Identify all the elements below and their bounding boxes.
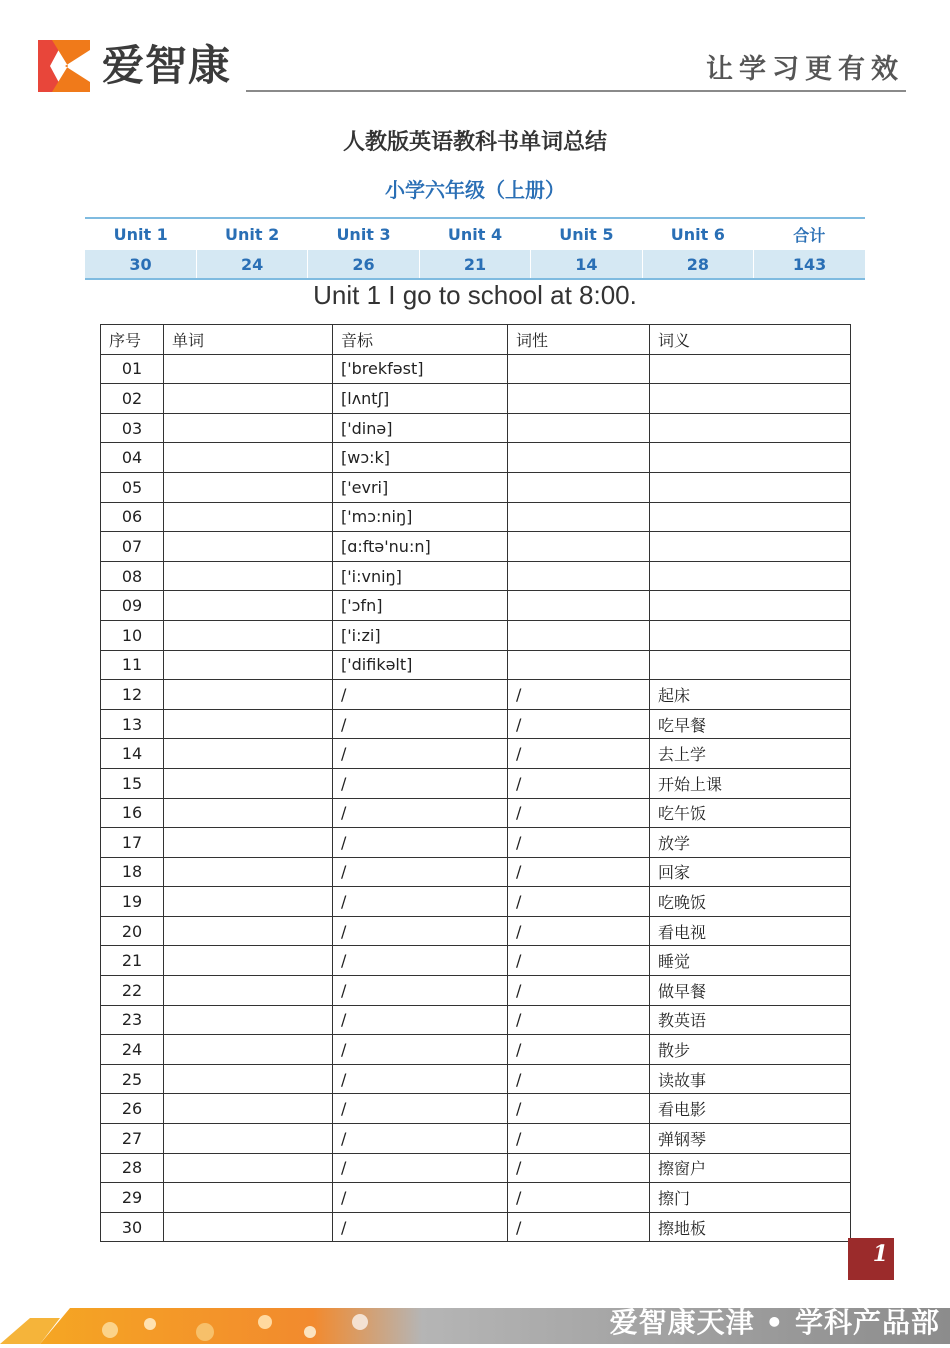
summary-value-cell: 30	[85, 250, 196, 280]
cell-part-of-speech: /	[508, 768, 650, 798]
table-row	[101, 561, 851, 591]
cell-word	[164, 472, 333, 502]
cell-phonetic: ['brekfəst]	[333, 354, 508, 384]
table-row	[101, 1124, 851, 1154]
cell-phonetic: /	[333, 1212, 508, 1242]
table-row	[101, 680, 851, 710]
cell-index: 10	[101, 620, 164, 650]
document-title: 人教版英语教科书单词总结	[342, 130, 607, 155]
cell-meaning: 教英语	[650, 1005, 851, 1035]
cell-meaning: 散步	[650, 1035, 851, 1065]
cell-index: 08	[101, 561, 164, 591]
cell-word	[164, 1035, 333, 1065]
summary-header-cell: Unit 3	[308, 218, 419, 250]
cell-word	[164, 798, 333, 828]
cell-part-of-speech: /	[508, 1064, 650, 1094]
cell-meaning: 起床	[650, 680, 851, 710]
cell-meaning	[650, 620, 851, 650]
cell-word	[164, 591, 333, 621]
cell-part-of-speech: /	[508, 739, 650, 769]
cell-part-of-speech	[508, 413, 650, 443]
cell-index: 09	[101, 591, 164, 621]
column-header-part-of-speech: 词性	[508, 325, 650, 355]
table-row	[101, 1005, 851, 1035]
cell-meaning	[650, 384, 851, 414]
cell-part-of-speech: /	[508, 916, 650, 946]
cell-meaning: 擦门	[650, 1183, 851, 1213]
cell-index: 29	[101, 1183, 164, 1213]
cell-word	[164, 1124, 333, 1154]
cell-phonetic: /	[333, 1064, 508, 1094]
cell-index: 28	[101, 1153, 164, 1183]
cell-phonetic: /	[333, 768, 508, 798]
column-header-meaning: 词义	[650, 325, 851, 355]
table-row	[101, 916, 851, 946]
cell-phonetic: /	[333, 709, 508, 739]
cell-meaning: 吃晚饭	[650, 887, 851, 917]
cell-part-of-speech: /	[508, 887, 650, 917]
table-row	[101, 1212, 851, 1242]
cell-word	[164, 413, 333, 443]
cell-index: 01	[101, 354, 164, 384]
cell-index: 22	[101, 976, 164, 1006]
cell-phonetic: ['difikəlt]	[333, 650, 508, 680]
cell-phonetic: /	[333, 1183, 508, 1213]
table-row	[101, 1183, 851, 1213]
column-header-index: 序号	[101, 325, 164, 355]
cell-part-of-speech	[508, 354, 650, 384]
cell-index: 17	[101, 828, 164, 858]
cell-part-of-speech	[508, 561, 650, 591]
summary-value-cell: 26	[308, 250, 419, 280]
cell-index: 26	[101, 1094, 164, 1124]
table-row	[101, 1153, 851, 1183]
cell-part-of-speech: /	[508, 857, 650, 887]
cell-phonetic: /	[333, 946, 508, 976]
cell-meaning: 吃早餐	[650, 709, 851, 739]
cell-index: 19	[101, 887, 164, 917]
cell-meaning: 看电影	[650, 1094, 851, 1124]
cell-phonetic: /	[333, 857, 508, 887]
brand-logo-icon	[38, 40, 90, 92]
cell-phonetic: /	[333, 1094, 508, 1124]
summary-header-cell: Unit 4	[419, 218, 530, 250]
cell-part-of-speech	[508, 502, 650, 532]
cell-part-of-speech: /	[508, 680, 650, 710]
cell-index: 06	[101, 502, 164, 532]
cell-word	[164, 916, 333, 946]
cell-word	[164, 1094, 333, 1124]
cell-meaning	[650, 650, 851, 680]
table-row	[101, 887, 851, 917]
cell-phonetic: /	[333, 739, 508, 769]
cell-word	[164, 1064, 333, 1094]
column-header-phonetic: 音标	[333, 325, 508, 355]
cell-meaning	[650, 532, 851, 562]
cell-part-of-speech	[508, 591, 650, 621]
table-row	[101, 443, 851, 473]
cell-word	[164, 739, 333, 769]
table-row	[101, 532, 851, 562]
cell-index: 16	[101, 798, 164, 828]
cell-word	[164, 828, 333, 858]
table-row	[101, 502, 851, 532]
cell-word	[164, 502, 333, 532]
cell-phonetic: ['ɔfn]	[333, 591, 508, 621]
cell-phonetic: /	[333, 887, 508, 917]
cell-index: 27	[101, 1124, 164, 1154]
cell-index: 21	[101, 946, 164, 976]
cell-phonetic: ['dinə]	[333, 413, 508, 443]
cell-meaning: 弹钢琴	[650, 1124, 851, 1154]
cell-index: 24	[101, 1035, 164, 1065]
summary-value-cell: 24	[196, 250, 307, 280]
table-row	[101, 739, 851, 769]
cell-meaning	[650, 413, 851, 443]
cell-part-of-speech	[508, 384, 650, 414]
unit-title: Unit 1 I go to school at 8:00.	[313, 280, 637, 310]
column-header-word: 单词	[164, 325, 333, 355]
table-row	[101, 976, 851, 1006]
table-row	[101, 946, 851, 976]
cell-word	[164, 946, 333, 976]
vocab-header-row	[101, 325, 851, 355]
table-row	[101, 857, 851, 887]
cell-meaning	[650, 591, 851, 621]
cell-word	[164, 620, 333, 650]
cell-index: 05	[101, 472, 164, 502]
cell-meaning: 读故事	[650, 1064, 851, 1094]
cell-word	[164, 443, 333, 473]
summary-value-cell: 143	[754, 250, 865, 280]
cell-part-of-speech: /	[508, 1183, 650, 1213]
cell-word	[164, 887, 333, 917]
table-row	[101, 828, 851, 858]
table-row	[101, 591, 851, 621]
cell-word	[164, 532, 333, 562]
summary-value-cell: 14	[531, 250, 642, 280]
cell-part-of-speech: /	[508, 798, 650, 828]
cell-part-of-speech: /	[508, 1035, 650, 1065]
table-row	[101, 472, 851, 502]
cell-meaning: 放学	[650, 828, 851, 858]
cell-phonetic: /	[333, 1153, 508, 1183]
table-row	[101, 768, 851, 798]
table-row	[101, 709, 851, 739]
cell-phonetic: /	[333, 1005, 508, 1035]
summary-header-cell: 合计	[754, 218, 865, 250]
cell-meaning	[650, 502, 851, 532]
table-row	[101, 384, 851, 414]
summary-value-cell: 21	[419, 250, 530, 280]
vocabulary-table	[100, 324, 851, 1242]
brand-slogan: 让学习更有效	[706, 54, 904, 85]
cell-index: 18	[101, 857, 164, 887]
cell-index: 12	[101, 680, 164, 710]
cell-phonetic: ['evri]	[333, 472, 508, 502]
cell-word	[164, 976, 333, 1006]
cell-part-of-speech: /	[508, 709, 650, 739]
cell-meaning: 看电视	[650, 916, 851, 946]
table-row	[101, 1094, 851, 1124]
cell-part-of-speech: /	[508, 1005, 650, 1035]
cell-meaning: 擦地板	[650, 1212, 851, 1242]
cell-phonetic: /	[333, 798, 508, 828]
cell-index: 15	[101, 768, 164, 798]
cell-part-of-speech: /	[508, 976, 650, 1006]
cell-phonetic: /	[333, 680, 508, 710]
cell-word	[164, 680, 333, 710]
table-row	[101, 650, 851, 680]
cell-part-of-speech: /	[508, 1124, 650, 1154]
cell-phonetic: ['i:zi]	[333, 620, 508, 650]
cell-meaning	[650, 354, 851, 384]
cell-part-of-speech	[508, 650, 650, 680]
cell-meaning: 睡觉	[650, 946, 851, 976]
cell-part-of-speech	[508, 472, 650, 502]
cell-word	[164, 650, 333, 680]
cell-word	[164, 1212, 333, 1242]
cell-meaning: 吃午饭	[650, 798, 851, 828]
cell-index: 20	[101, 916, 164, 946]
cell-phonetic: [ɑ:ftə'nu:n]	[333, 532, 508, 562]
cell-meaning: 做早餐	[650, 976, 851, 1006]
cell-index: 02	[101, 384, 164, 414]
cell-index: 30	[101, 1212, 164, 1242]
table-row	[101, 1035, 851, 1065]
cell-index: 03	[101, 413, 164, 443]
cell-phonetic: ['mɔ:niŋ]	[333, 502, 508, 532]
cell-part-of-speech	[508, 532, 650, 562]
header-divider	[246, 90, 906, 92]
cell-part-of-speech: /	[508, 1153, 650, 1183]
cell-word	[164, 1005, 333, 1035]
cell-index: 04	[101, 443, 164, 473]
cell-meaning: 开始上课	[650, 768, 851, 798]
summary-header-cell: Unit 2	[196, 218, 307, 250]
cell-word	[164, 561, 333, 591]
document-subtitle: 小学六年级（上册）	[385, 178, 565, 202]
footer-department-label: 爱智康天津 • 学科产品部	[609, 1306, 940, 1339]
cell-meaning: 擦窗户	[650, 1153, 851, 1183]
cell-phonetic: /	[333, 976, 508, 1006]
cell-index: 11	[101, 650, 164, 680]
cell-meaning: 回家	[650, 857, 851, 887]
table-row	[101, 1064, 851, 1094]
summary-header-cell: Unit 1	[85, 218, 196, 250]
cell-word	[164, 1153, 333, 1183]
cell-word	[164, 384, 333, 414]
page-number: 1	[848, 1238, 894, 1280]
word-count-summary-table	[85, 217, 865, 280]
cell-meaning: 去上学	[650, 739, 851, 769]
cell-phonetic: /	[333, 828, 508, 858]
cell-meaning	[650, 472, 851, 502]
cell-part-of-speech	[508, 443, 650, 473]
cell-meaning	[650, 561, 851, 591]
cell-part-of-speech: /	[508, 828, 650, 858]
cell-phonetic: ['i:vniŋ]	[333, 561, 508, 591]
cell-phonetic: /	[333, 1124, 508, 1154]
table-row	[101, 413, 851, 443]
cell-index: 23	[101, 1005, 164, 1035]
summary-value-cell: 28	[642, 250, 753, 280]
cell-index: 25	[101, 1064, 164, 1094]
cell-part-of-speech: /	[508, 946, 650, 976]
table-row	[101, 620, 851, 650]
cell-phonetic: [wɔ:k]	[333, 443, 508, 473]
summary-value-row	[85, 250, 865, 280]
cell-phonetic: /	[333, 1035, 508, 1065]
cell-index: 14	[101, 739, 164, 769]
cell-word	[164, 857, 333, 887]
cell-phonetic: [lʌntʃ]	[333, 384, 508, 414]
cell-word	[164, 768, 333, 798]
cell-part-of-speech: /	[508, 1212, 650, 1242]
table-row	[101, 798, 851, 828]
cell-word	[164, 1183, 333, 1213]
cell-word	[164, 709, 333, 739]
cell-meaning	[650, 443, 851, 473]
summary-header-row	[85, 218, 865, 250]
summary-header-cell: Unit 5	[531, 218, 642, 250]
cell-part-of-speech: /	[508, 1094, 650, 1124]
cell-index: 07	[101, 532, 164, 562]
table-row	[101, 354, 851, 384]
cell-part-of-speech	[508, 620, 650, 650]
brand-name: 爱智康	[102, 41, 232, 90]
cell-phonetic: /	[333, 916, 508, 946]
cell-index: 13	[101, 709, 164, 739]
summary-header-cell: Unit 6	[642, 218, 753, 250]
cell-word	[164, 354, 333, 384]
